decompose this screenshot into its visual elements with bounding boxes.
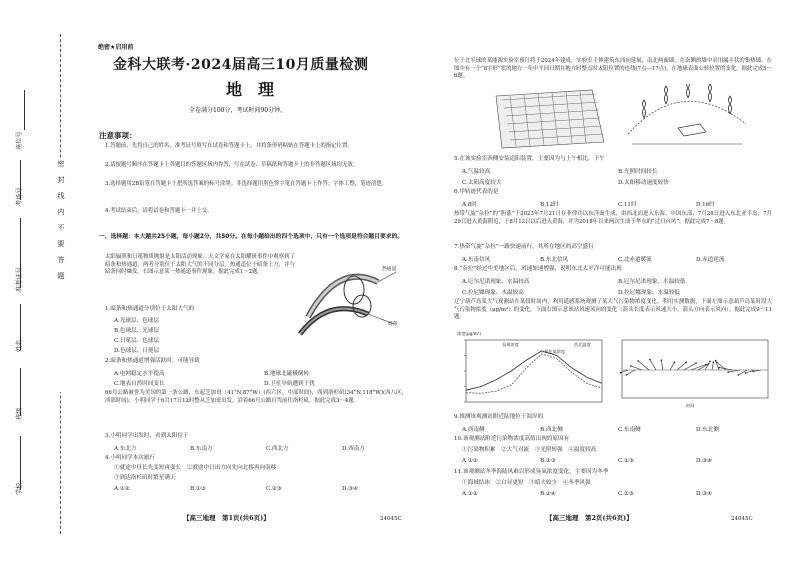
q3-4-intro: 66号公路被誉为美国的第一条公路，东起芝加哥（41°N,87°W）(西六区，中部时间)，西到洛杉矶(34°N,118°W)(西八区，西部时间)。小明同学于6月17日12时整从芝加哥出发，沿着66号公路自驾前往洛杉矶。据此完成3～4题。 [105, 390, 407, 404]
wind-arrow [719, 368, 733, 370]
admission-line [20, 218, 21, 288]
name-label: 姓名 [16, 339, 23, 352]
wind-arrow-head [738, 374, 740, 376]
fig-label-filament: 暗条 [388, 322, 398, 327]
q3-option-b[interactable]: B.东南方 [190, 446, 213, 452]
wind-arrow-head [638, 360, 640, 362]
name-line [20, 304, 21, 350]
q9-option-b[interactable]: B.西北侧 [540, 427, 563, 433]
wind-chart-frame [622, 340, 768, 398]
q4-option-c[interactable]: C.②③ [266, 486, 282, 492]
q10-option-a[interactable]: A.①② [462, 458, 478, 464]
q3-option-c[interactable]: C.西北方 [266, 446, 289, 452]
wind-arrow-head [709, 361, 711, 363]
wind-arrow-head [620, 372, 622, 374]
q6-stem: 6.甲轨迹代表的是 [454, 189, 499, 195]
q11-statements: ①海域结冰 ②白昼更短 ③暗夫较少 ④冬季风强 [462, 480, 591, 486]
page1-footer: 【高三地理 第1页(共6页)】 [183, 514, 270, 522]
q6-option-b[interactable]: B.12时 [540, 202, 559, 208]
wind-arrow-head [752, 371, 754, 373]
wind-arrow-head [661, 359, 663, 361]
q1-option-c[interactable]: C.日冕层、色球层 [114, 338, 160, 344]
wind-arrow [728, 370, 740, 372]
q2-option-b[interactable]: B.地球北磁极倒转 [264, 371, 310, 377]
q7-8-intro: 热带气旋“杂拉”的“胆涨”于2023年7月21日在菲律宾以东洋面生成，由西北而进入东海、中国东部，7月28日进入东北亚半岛，7月29日进入黄海附近，于8月12日以后进入黄海，并为2018年以来两次生成于华东的“过日台风”。据此完成7～8题。 [454, 211, 772, 225]
notice-heading: 注意事项： [99, 131, 137, 140]
wind-arrow [621, 370, 629, 373]
notice-item-3: 3.选择题用2B铅笔在答题卡上把所选答案的标号涂黑；非选择题用黑色签字笔在答题卡上作答；字体工整，笔迹清楚。 [105, 181, 388, 187]
q9-option-d[interactable]: D.东北侧 [696, 427, 719, 433]
hot-channel-figure [298, 262, 406, 342]
conc-chart-legend-temp: 西北温度 [574, 342, 591, 347]
q7-option-c[interactable]: C.北赤道暖流 [618, 257, 652, 263]
wind-arrow [638, 361, 649, 370]
q9-11-intro: 辽宁葫芦岛某大气观测站在某段时间内，利用遥感系统观测了某大气污染物浓度变化。利用实测数据，下面左图示意葫芦岛某时段大气污染物浓度（μg/m³）的变化，下面右图示意该站风速风向的变化（箭头长度表示风速大小，箭头方向表示风向）。据此完成9～11题。 [454, 299, 772, 321]
q4-statements-2: ③到达洛杉矶时繁星满天 [114, 475, 176, 481]
q4-option-d[interactable]: D.③④ [342, 486, 359, 492]
q1-option-a[interactable]: A.光球层、色球层 [114, 318, 159, 324]
wind-chart-xlabel: 时间 [686, 403, 695, 408]
wind-arrow [670, 362, 675, 370]
q11-option-d[interactable]: D.③④ [696, 491, 713, 497]
wind-arrow [626, 370, 635, 375]
seat-label: 座位号 [16, 131, 23, 150]
wind-arrow [677, 362, 686, 370]
wind-arrow-head [745, 372, 747, 374]
q7-option-a[interactable]: A.东南信风 [462, 257, 491, 263]
q8-option-b[interactable]: B.厄尔尼诺现象、水温较低 [618, 279, 686, 285]
notice-item-4: 4.考试结束后，请将试卷和答题卡一并上交。 [105, 208, 213, 214]
secret-label: 绝密★启用前 [98, 44, 134, 51]
q1-stem: 1.暗条和热通道分别位于太阳大气的 [105, 306, 195, 312]
q11-option-a[interactable]: A.①② [462, 491, 478, 497]
wind-arrow [631, 366, 642, 370]
wind-arrow-head [626, 374, 628, 376]
admission-label: 准考证号 [16, 267, 23, 292]
q5-option-d[interactable]: D.太阳移动速度较快 [618, 180, 669, 186]
q5-option-c[interactable]: C.太阳高度较大 [462, 180, 502, 186]
q4-stem: 4.小明同学本次旅行 [105, 455, 156, 461]
q9-option-c[interactable]: C.东南侧 [618, 427, 641, 433]
conc-chart-ylabel: 浓度(μg/m³) [457, 331, 482, 336]
page2-footer: 【高三地理 第2页(共6页)】 [546, 514, 633, 522]
school-line [20, 436, 21, 490]
fig-label-hot-channel: 热通道 [382, 267, 397, 272]
q5-stem: 5.在该实验室西侧安装追阳装置，主要因为与上午相比，下午 [454, 156, 605, 162]
exam-info: 全卷满分100分，考试时间90分钟。 [189, 107, 287, 114]
wind-arrow-head [727, 371, 729, 373]
lab-building-figure [492, 86, 608, 150]
q2-option-a[interactable]: A.电网稳定水平提高 [114, 371, 165, 377]
q4-statements-1: ①就途中昼长先变短再变长 ②就途中日出方向先向北移再向南移 [114, 465, 277, 471]
wind-arrow-head [630, 365, 632, 367]
q9-stem: 9.推测该观测站附近陆地位于海岸的 [454, 414, 544, 420]
q7-stem: 7.热带气旋“杂拉”一路快速前行，其所在地区的高空盛行 [454, 244, 594, 250]
wind-arrow-head [695, 362, 697, 364]
exam-no-line [20, 160, 21, 200]
school-label: 学校 [16, 482, 23, 495]
wind-arrow [712, 362, 713, 370]
q11-option-b[interactable]: B.②④ [540, 491, 556, 497]
q10-option-b[interactable]: B.②③ [540, 458, 556, 464]
q3-stem: 3.小明同学出发时，看到太阳位于 [105, 433, 189, 439]
q7-option-b[interactable]: B.东北信风 [540, 257, 569, 263]
binding-margin [0, 0, 96, 561]
q1-option-d[interactable]: D.色球层、日冕层 [114, 348, 160, 354]
wind-arrow-head [716, 362, 718, 364]
q4-option-a[interactable]: A.①② [114, 486, 130, 492]
wind-arrow [650, 360, 656, 370]
q2-option-c[interactable]: C.地表自然时间变长 [114, 381, 165, 387]
q5-option-a[interactable]: A.气温较高 [462, 169, 491, 175]
seat-box [8, 90, 25, 130]
q8-option-a[interactable]: A.厄尔尼诺现象、水温较高 [462, 279, 530, 285]
q8-option-c[interactable]: C.拉尼娜现象、水温较高 [462, 290, 524, 296]
exam-no-label: 考场号 [16, 187, 23, 206]
wind-arrow-head [718, 367, 720, 369]
q3-option-a[interactable]: A.东北方 [114, 446, 137, 452]
class-line [20, 368, 21, 416]
q10-option-d[interactable]: D.③④ [696, 458, 713, 464]
wind-arrow-head [715, 360, 717, 362]
analemma-figure [622, 84, 752, 152]
q1-2-intro: 太阳辐照和日冕物质抛射是太阳活动现象。天文学家在太阳耀斑事件中观察到了暗条和热通道，两者分别位于太阳大气的不同分层。热通道位于暗条上方，并与暗条同时爆发。右图示意某一热通道事件现象。据此完成1～2题。 [105, 254, 295, 276]
conc-chart-legend-no2: 二氧化氮浓度 [540, 349, 566, 354]
q8-stem: 8.“杂拉”经过中美地区后，风速加速增强，说明东北太平洋可能出现 [454, 266, 622, 272]
label-pointer [378, 272, 396, 282]
figure-eight-loops [643, 84, 732, 118]
q8-option-d[interactable]: D.拉尼娜现象、水温较低 [618, 290, 681, 296]
q5-option-b[interactable]: B.光照时间较长 [618, 169, 658, 175]
wind-arrow-head [649, 359, 651, 361]
wind-vector-chart [616, 334, 772, 410]
conc-chart-legend-ozone: 臭氧浓度 [502, 342, 519, 347]
q2-stem: 2.暗条和热通道增强活跃时，可能导致 [105, 358, 200, 364]
series-line-1 [466, 351, 602, 390]
section1-heading: 一、选择题：本大题共25小题，每小题2分，共50分。在每小题给出的四个选项中，只有一个选项是符合题目要求的。 [99, 234, 404, 240]
q5-6-intro: 位于北半球的某能源实验室预计将于2024年建成，实验室主体建筑东西向延展，南北两面墙，在南侧的墙中采用漏斗状的集热墙。在图中有一个“8字形”状的地方一年中不同日期在地方时整点时太阳位置的连线(7点—17点)，在地球表面公转位置的变化。据此完成5～6题。 [454, 58, 772, 80]
q10-option-c[interactable]: C.①③ [618, 458, 634, 464]
q6-option-c[interactable]: C.11时 [618, 202, 637, 208]
q11-stem: 11.该观测站冬季海陆风难以形成臭氧浓度变化，主要因为冬季 [454, 469, 609, 475]
q10-stem: 10.该观测站附近污染物浓度高值出现的原因有 [454, 436, 570, 442]
q9-option-a[interactable]: A.西南侧 [462, 427, 485, 433]
lab-box [678, 124, 706, 136]
notice-item-1: 1.答题前，先将自己的姓名、准考证号填写在试卷和答题卡上，并将条形码粘贴在答题卡上的指定位置。 [105, 143, 353, 149]
q1-option-b[interactable]: B.色球层、光球层 [114, 328, 160, 334]
q4-option-b[interactable]: B.①③ [190, 486, 206, 492]
exam-title: 金科大联考·2024届高三10月质量检测 [113, 57, 369, 73]
q3-option-d[interactable]: D.西南方 [342, 446, 365, 452]
wind-arrow-head [713, 361, 715, 363]
wind-arrow [661, 360, 663, 370]
wind-arrow [691, 365, 706, 371]
q6-option-d[interactable]: D.16时 [696, 202, 715, 208]
class-label: 班级 [16, 407, 23, 420]
wind-arrow-head [685, 362, 687, 364]
seal-line-text: 密 封 线 内 不 要 答 题 [56, 158, 66, 392]
q2-option-d[interactable]: D.卫星导航遭到干扰 [264, 381, 315, 387]
q6-option-a[interactable]: A.8时 [462, 202, 477, 208]
q10-statements: ①污染物积累 ②大气对流 ③光照转强 ④温度较高 [462, 447, 597, 453]
q7-option-d[interactable]: D.赤道逆流 [696, 257, 725, 263]
q11-option-c[interactable]: C.②③ [618, 491, 634, 497]
wind-arrow-head [674, 361, 676, 363]
notice-item-2: 2.请按题号顺序在答题卡上各题目的答题区域内作答，写在试卷、草稿纸和答题卡上的非答题区域均无效。 [105, 162, 359, 168]
page2-code: 24045C [731, 516, 753, 522]
page1-code: 24045C [380, 516, 402, 522]
subject-title: 地 理 [226, 80, 275, 99]
